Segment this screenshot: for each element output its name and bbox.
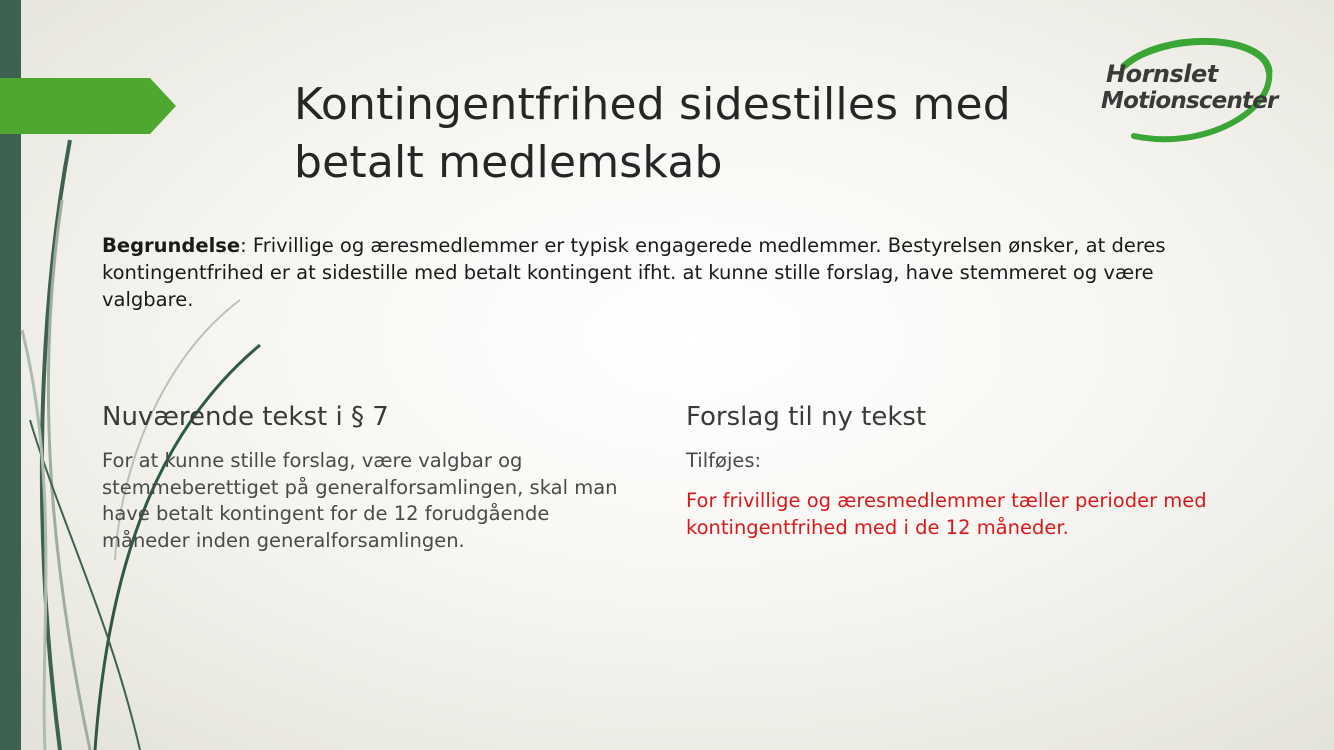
- slide-title: Kontingentfrihed sidestilles med betalt medlemskab: [294, 79, 1011, 188]
- proposal-body: For frivillige og æresmedlemmer tæller perioder med kontingentfrihed med i de 12 måneder.: [686, 489, 1207, 539]
- arrow-banner: [0, 78, 176, 134]
- reason-text: : Frivillige og æresmedlemmer er typisk engagerede medlemmer. Bestyrelsen ønsker, at deres kontingentfrihed er at sidestille med betalt kontingent ifht. at kunne stille forslag, have stemmeret og være valgbare.: [102, 234, 1166, 311]
- proposal-heading: Forslag til ny tekst: [686, 402, 927, 432]
- current-text-body: For at kunne stille forslag, være valgbar og stemmeberettiget på generalforsamlingen, skal man have betalt kontingent for de 12 forudgående måneder inden generalforsamlingen.: [102, 449, 618, 552]
- reason-label: Begrundelse: [102, 234, 241, 257]
- logo-text-line1: Hornslet: [1106, 60, 1218, 88]
- current-text-heading: Nuværende tekst i § 7: [102, 402, 389, 432]
- proposal-label: Tilføjes:: [686, 449, 762, 472]
- reason-paragraph: [102, 232, 1202, 313]
- logo-text-line2: Motionscenter: [1101, 88, 1278, 114]
